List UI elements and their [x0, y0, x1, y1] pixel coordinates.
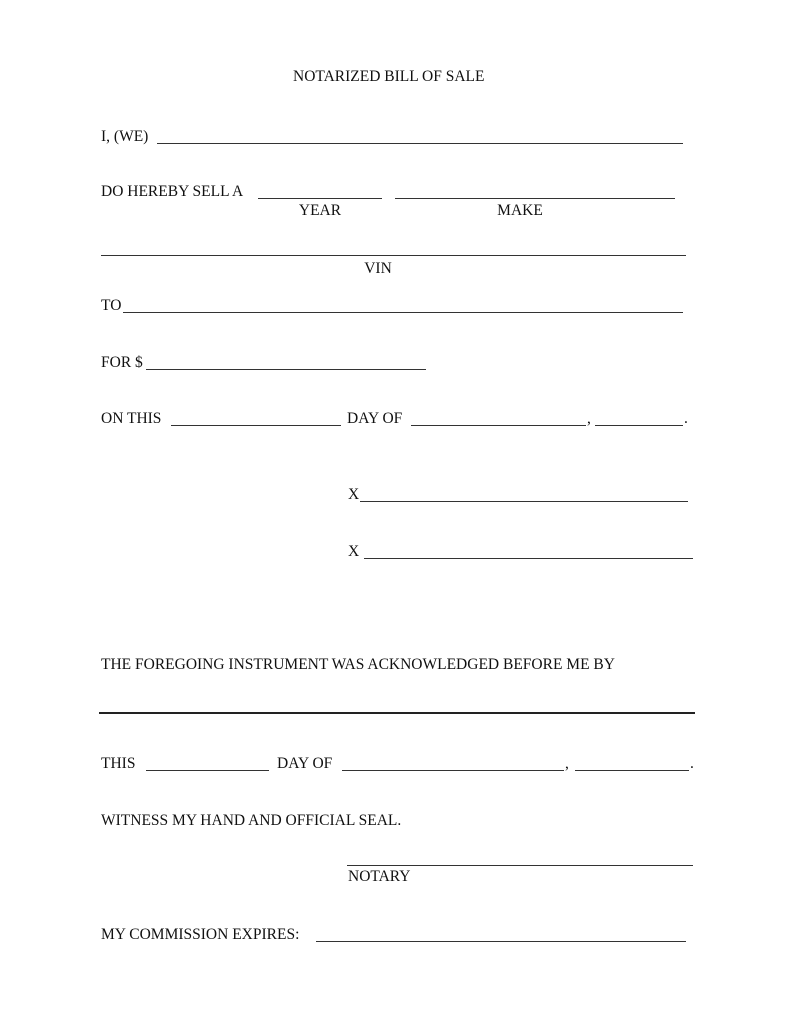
notary-month-field[interactable] [342, 770, 564, 771]
sale-date-comma: , [587, 410, 591, 427]
year-field[interactable] [258, 198, 382, 199]
witness-text: WITNESS MY HAND AND OFFICIAL SEAL. [101, 812, 402, 829]
seller-name-field[interactable] [157, 143, 683, 144]
sale-date-period: . [684, 410, 688, 427]
on-this-label: ON THIS [101, 410, 162, 427]
sale-year-field[interactable] [595, 425, 683, 426]
seller-signature-field-2[interactable] [364, 558, 693, 559]
seller-signature-field-1[interactable] [360, 501, 688, 502]
year-caption: YEAR [298, 202, 342, 219]
buyer-label: TO [101, 297, 122, 314]
notary-day-field[interactable] [146, 770, 269, 771]
acknowledged-by-field[interactable] [99, 712, 695, 714]
notary-day-of-label: DAY OF [277, 755, 333, 772]
buyer-name-field[interactable] [123, 312, 683, 313]
commission-label: MY COMMISSION EXPIRES: [101, 926, 300, 943]
signature-mark-2: X [348, 543, 360, 560]
notary-year-field[interactable] [575, 770, 689, 771]
notary-caption: NOTARY [348, 868, 411, 885]
acknowledgement-text: THE FOREGOING INSTRUMENT WAS ACKNOWLEDGED BEFORE ME BY [101, 656, 615, 673]
commission-expiry-field[interactable] [316, 941, 686, 942]
sale-day-field[interactable] [171, 425, 341, 426]
notary-this-label: THIS [101, 755, 136, 772]
make-field[interactable] [395, 198, 675, 199]
sell-label: DO HEREBY SELL A [101, 183, 244, 200]
document-title: NOTARIZED BILL OF SALE [293, 68, 485, 85]
sale-month-field[interactable] [411, 425, 586, 426]
seller-label: I, (WE) [101, 128, 149, 145]
price-label: FOR $ [101, 354, 143, 371]
notary-signature-field[interactable] [347, 865, 693, 866]
signature-mark-1: X [348, 486, 360, 503]
make-caption: MAKE [497, 202, 543, 219]
notary-date-period: . [690, 755, 694, 772]
notary-date-comma: , [565, 755, 569, 772]
sale-day-of-label: DAY OF [347, 410, 403, 427]
vin-caption: VIN [364, 260, 392, 277]
price-field[interactable] [146, 369, 426, 370]
vin-field[interactable] [101, 255, 686, 256]
